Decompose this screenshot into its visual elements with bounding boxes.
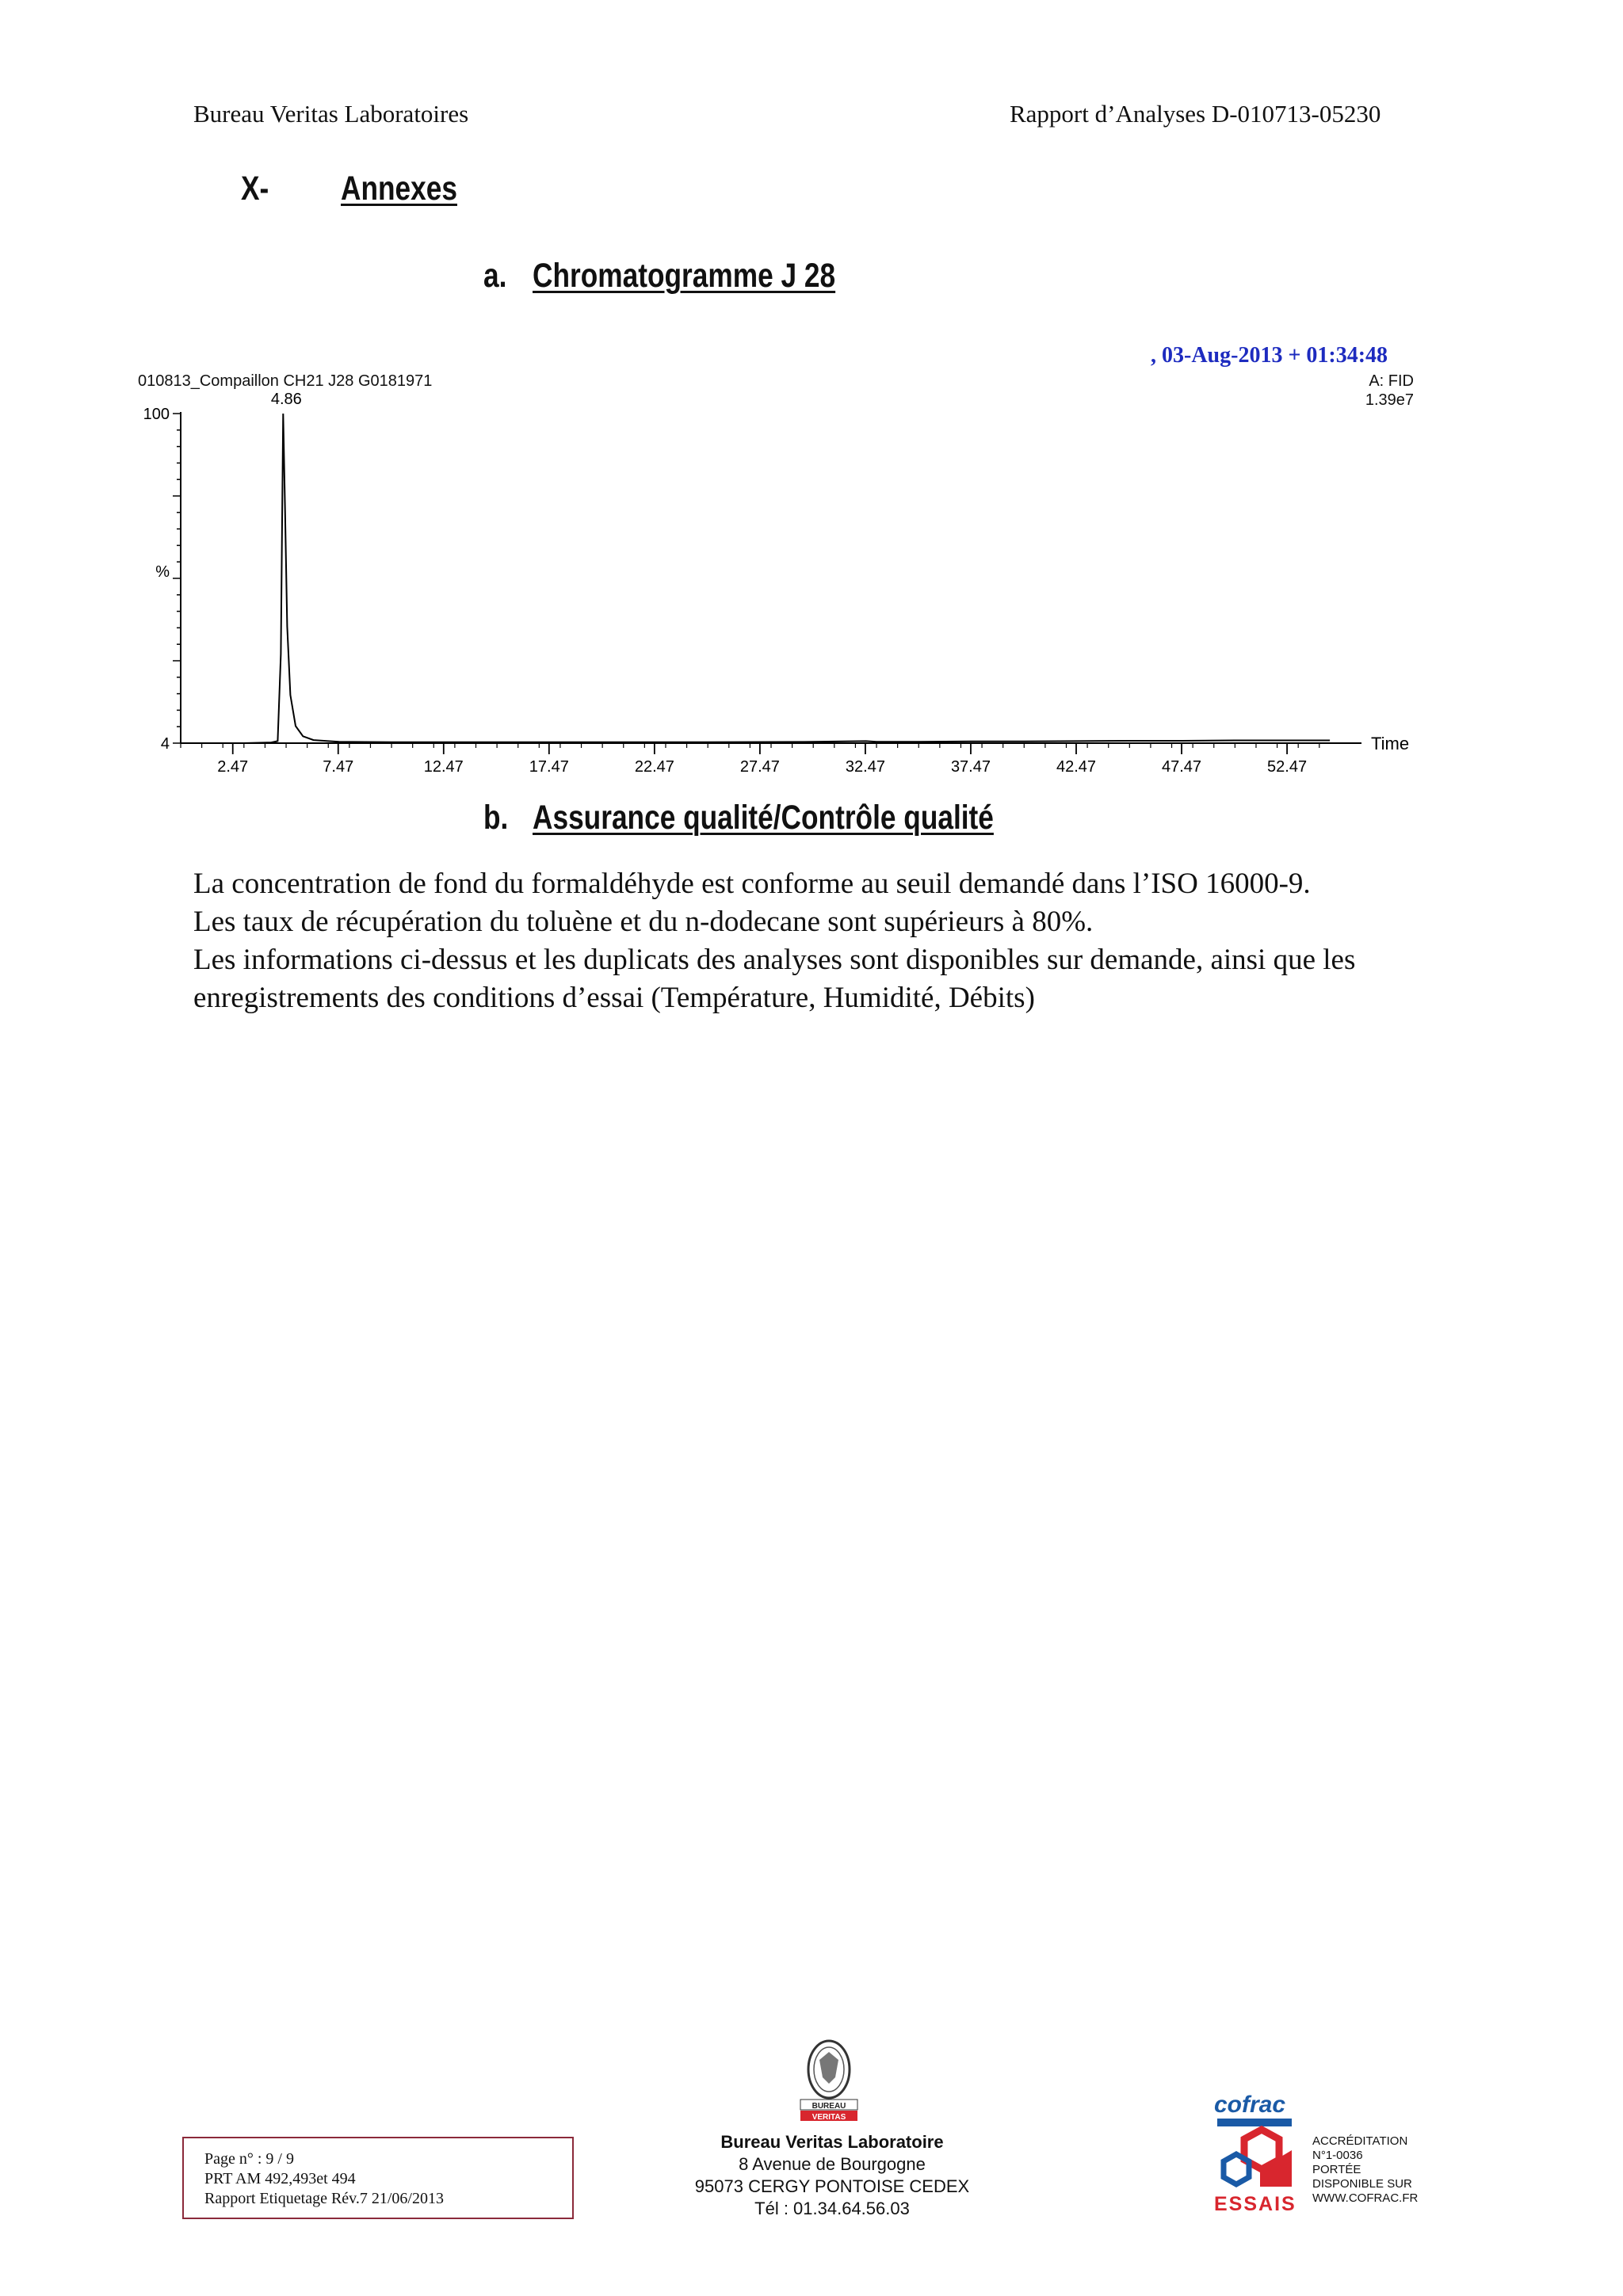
footer-page-box xyxy=(182,2137,574,2219)
chromatogram-detector: A: FID xyxy=(1369,372,1414,390)
chromatogram-sample: 010813_Compaillon CH21 J28 G0181971 xyxy=(138,372,433,390)
header-right: Rapport d’Analyses D-010713-05230 xyxy=(1010,100,1381,128)
section-title: Annexes xyxy=(341,170,457,208)
cofrac-logo xyxy=(1212,2092,1300,2218)
subsection-a-letter: a. xyxy=(483,257,507,295)
accr-line-2: N°1-0036 xyxy=(1312,2149,1363,2162)
paragraph-formaldehyde: La concentration de fond du formaldéhyde est conforme au seuil demandé dans l’ISO 16000-9. xyxy=(193,868,1311,900)
x-tick-label: 7.47 xyxy=(323,758,354,776)
footer-address-line2: 95073 CERGY PONTOISE CEDEX xyxy=(694,2176,970,2196)
footer-page-number: Page n° : 9 / 9 xyxy=(204,2150,294,2168)
x-tick-label: 37.47 xyxy=(950,758,991,776)
footer-address xyxy=(650,2131,1014,2220)
bureau-veritas-logo xyxy=(796,2036,862,2123)
x-tick-label: 12.47 xyxy=(423,758,464,776)
accr-line-1: ACCRÉDITATION xyxy=(1312,2134,1408,2148)
paragraph-information: Les informations ci-dessus et les duplicats des analyses sont disponibles sur demande, ainsi que les enregistrements des conditions d’essai (Température, Humidité, Débits) xyxy=(193,944,1356,1014)
accreditation-text xyxy=(1312,2134,1418,2206)
footer-address-line1: 8 Avenue de Bourgogne xyxy=(739,2154,926,2174)
y-bottom-label: 4 xyxy=(160,735,170,753)
peak-label: 4.86 xyxy=(270,391,302,408)
x-tick-label: 27.47 xyxy=(739,758,780,776)
cofrac-logo-text: cofrac xyxy=(1214,2092,1286,2118)
subsection-b-title: Assurance qualité/Contrôle qualité xyxy=(533,799,994,837)
x-tick-label: 32.47 xyxy=(845,758,885,776)
x-tick-label: 2.47 xyxy=(217,758,249,776)
accr-line-3: PORTÉE xyxy=(1312,2163,1361,2176)
x-tick-label: 22.47 xyxy=(634,758,674,776)
subsection-a-title: Chromatogramme J 28 xyxy=(533,257,836,295)
x-tick-label: 42.47 xyxy=(1056,758,1097,776)
footer-phone: Tél : 01.34.64.56.03 xyxy=(754,2199,910,2218)
bv-logo-text-veritas: VERITAS xyxy=(812,2113,846,2122)
accr-line-5: WWW.COFRAC.FR xyxy=(1312,2191,1419,2205)
y-unit-label: % xyxy=(155,563,170,581)
x-axis-title: Time xyxy=(1371,734,1410,753)
footer-report-revision: Rapport Etiquetage Rév.7 21/06/2013 xyxy=(204,2190,444,2207)
header-left: Bureau Veritas Laboratoires xyxy=(193,100,469,128)
paragraph-recovery: Les taux de récupération du toluène et du n-dodecane sont supérieurs à 80%. xyxy=(193,906,1094,938)
x-tick-label: 47.47 xyxy=(1162,758,1202,776)
subsection-b-letter: b. xyxy=(483,799,509,837)
chromatogram-scale: 1.39e7 xyxy=(1365,391,1414,409)
y-top-label: 100 xyxy=(143,406,170,423)
chromatogram-datetime: , 03-Aug-2013 + 01:34:48 xyxy=(1151,343,1388,368)
x-tick-label: 17.47 xyxy=(529,758,569,776)
accr-line-4: DISPONIBLE SUR xyxy=(1312,2177,1412,2191)
bv-logo-text-bureau: BUREAU xyxy=(812,2102,846,2111)
x-tick-label: 52.47 xyxy=(1267,758,1308,776)
footer-reference: PRT AM 492,493et 494 xyxy=(204,2170,356,2187)
footer-lab-name: Bureau Veritas Laboratoire xyxy=(720,2132,944,2152)
qa-paragraphs xyxy=(193,865,1493,1017)
cofrac-essais-text: ESSAIS xyxy=(1214,2193,1296,2215)
chromatogram-trace xyxy=(181,414,1330,743)
section-number: X- xyxy=(241,170,269,208)
chromatogram-chart xyxy=(135,338,1434,789)
